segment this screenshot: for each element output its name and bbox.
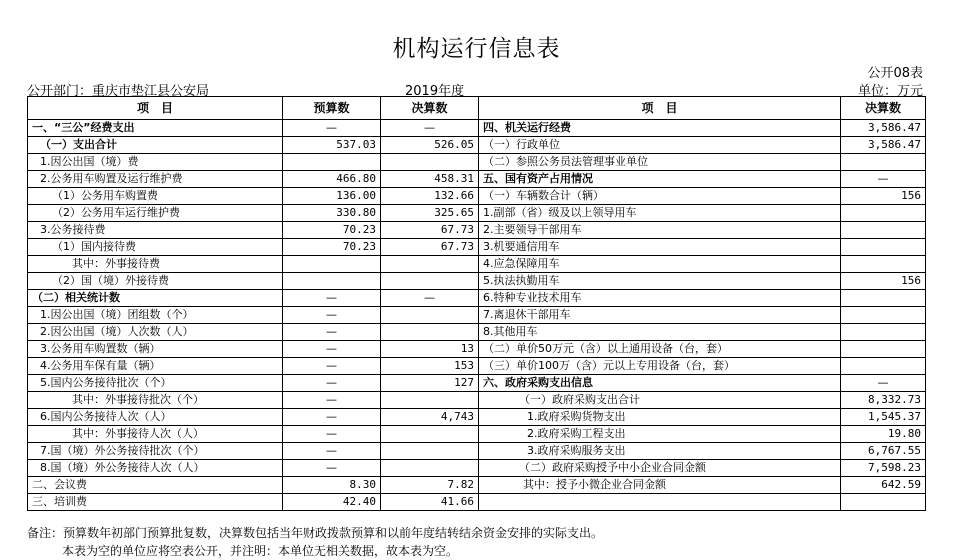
info-table-wrapper [27, 96, 925, 511]
table-row [28, 290, 926, 307]
table-row [28, 375, 926, 392]
table-row [28, 222, 926, 239]
left-item-label: 三、培训费 [28, 494, 283, 511]
final-value: 127 [381, 375, 479, 392]
right-final-value [841, 239, 926, 256]
right-item-label: （一）行政单位 [479, 137, 841, 154]
budget-value: — [283, 443, 381, 460]
right-final-value: — [841, 171, 926, 188]
budget-value: — [283, 375, 381, 392]
table-row [28, 120, 926, 137]
right-final-value: 156 [841, 273, 926, 290]
left-item-label: （1）国内接待费 [28, 239, 283, 256]
right-final-value [841, 222, 926, 239]
left-item-label: 6.国内公务接待人次（人） [28, 409, 283, 426]
final-value: 325.65 [381, 205, 479, 222]
right-item-label: 3.机要通信用车 [479, 239, 841, 256]
left-item-label: 3.公务用车购置数（辆） [28, 341, 283, 358]
table-code: 公开08表 [867, 66, 923, 81]
right-final-value: 6,767.55 [841, 443, 926, 460]
final-value: 41.66 [381, 494, 479, 511]
budget-value [283, 154, 381, 171]
final-value: 526.05 [381, 137, 479, 154]
right-final-value: 7,598.23 [841, 460, 926, 477]
right-final-value [841, 341, 926, 358]
right-final-value: — [841, 375, 926, 392]
left-item-label: 4.公务用车保有量（辆） [28, 358, 283, 375]
final-value [381, 443, 479, 460]
footnote-empty-table: 本表为空的单位应将空表公开，并注明：本单位无相关数据，故本表为空。 [62, 544, 459, 558]
table-row [28, 358, 926, 375]
right-final-value: 642.59 [841, 477, 926, 494]
right-final-value: 8,332.73 [841, 392, 926, 409]
left-item-label: （2）国（境）外接待费 [28, 273, 283, 290]
left-item-label: 1.因公出国（境）费 [28, 154, 283, 171]
final-value: 67.73 [381, 222, 479, 239]
right-item-label: 1.副部（省）级及以上领导用车 [479, 205, 841, 222]
final-value [381, 273, 479, 290]
right-item-label: （三）单价100万（含）元以上专用设备（台，套） [479, 358, 841, 375]
left-item-label: 其中：外事接待人次（人） [28, 426, 283, 443]
final-value: 13 [381, 341, 479, 358]
budget-value: 70.23 [283, 239, 381, 256]
right-item-label: 四、机关运行经费 [479, 120, 841, 137]
department-label: 公开部门：重庆市垫江县公安局 [27, 84, 210, 99]
right-item-label: （二）政府采购授予中小企业合同金额 [479, 460, 841, 477]
budget-value: 42.40 [283, 494, 381, 511]
right-item-label: 8.其他用车 [479, 324, 841, 341]
final-value [381, 324, 479, 341]
right-item-label: （一）车辆数合计（辆） [479, 188, 841, 205]
table-row [28, 171, 926, 188]
left-item-label: 8.国（境）外公务接待人次（人） [28, 460, 283, 477]
right-item-label: （二）参照公务员法管理事业单位 [479, 154, 841, 171]
right-item-label: 1.政府采购货物支出 [479, 409, 841, 426]
right-final-value: 3,586.47 [841, 137, 926, 154]
table-row [28, 409, 926, 426]
budget-value: — [283, 307, 381, 324]
budget-value: 8.30 [283, 477, 381, 494]
right-final-value [841, 154, 926, 171]
budget-value [283, 256, 381, 273]
budget-value: 70.23 [283, 222, 381, 239]
left-item-label: 3.公务接待费 [28, 222, 283, 239]
left-item-label: 其中：外事接待批次（个） [28, 392, 283, 409]
left-item-label: 5.国内公务接待批次（个） [28, 375, 283, 392]
budget-value: — [283, 358, 381, 375]
budget-value: 136.00 [283, 188, 381, 205]
header-final-right: 决算数 [841, 97, 926, 120]
right-item-label: 其中：授予小微企业合同金额 [479, 477, 841, 494]
right-item-label: （一）政府采购支出合计 [479, 392, 841, 409]
right-item-label: 六、政府采购支出信息 [479, 375, 841, 392]
header-item-right: 项 目 [479, 97, 841, 120]
budget-value: 330.80 [283, 205, 381, 222]
budget-value: — [283, 409, 381, 426]
table-row [28, 239, 926, 256]
right-final-value [841, 358, 926, 375]
table-row [28, 443, 926, 460]
left-item-label: 一、“三公”经费支出 [28, 120, 283, 137]
final-value [381, 460, 479, 477]
left-item-label: 2.公务用车购置及运行维护费 [28, 171, 283, 188]
table-row [28, 341, 926, 358]
budget-value: — [283, 341, 381, 358]
final-value: — [381, 120, 479, 137]
year-label: 2019年度 [405, 84, 465, 99]
budget-value: 466.80 [283, 171, 381, 188]
right-final-value: 3,586.47 [841, 120, 926, 137]
table-row [28, 256, 926, 273]
final-value: 67.73 [381, 239, 479, 256]
unit-label: 单位：万元 [857, 84, 923, 99]
right-final-value: 1,545.37 [841, 409, 926, 426]
right-item-label [479, 494, 841, 511]
right-item-label: 3.政府采购服务支出 [479, 443, 841, 460]
budget-value: — [283, 392, 381, 409]
table-row [28, 324, 926, 341]
footnote: 备注：预算数年初部门预算批复数，决算数包括当年财政拨款预算和以前年度结转结余资金安排的实际支出。 [27, 526, 604, 540]
table-row [28, 188, 926, 205]
final-value [381, 392, 479, 409]
left-item-label: 二、会议费 [28, 477, 283, 494]
budget-value: — [283, 426, 381, 443]
table-row [28, 154, 926, 171]
page-title: 机构运行信息表 [392, 36, 561, 62]
table-row [28, 392, 926, 409]
left-item-label: 1.因公出国（境）团组数（个） [28, 307, 283, 324]
left-item-label: 2.因公出国（境）人次数（人） [28, 324, 283, 341]
table-row [28, 205, 926, 222]
final-value: — [381, 290, 479, 307]
final-value [381, 426, 479, 443]
left-item-label: （二）相关统计数 [28, 290, 283, 307]
budget-value: — [283, 460, 381, 477]
table-row [28, 494, 926, 511]
final-value: 132.66 [381, 188, 479, 205]
right-item-label: 5.执法执勤用车 [479, 273, 841, 290]
right-item-label: 7.离退休干部用车 [479, 307, 841, 324]
left-item-label: （1）公务用车购置费 [28, 188, 283, 205]
right-final-value: 156 [841, 188, 926, 205]
right-item-label: （二）单价50万元（含）以上通用设备（台，套） [479, 341, 841, 358]
table-row [28, 426, 926, 443]
final-value [381, 256, 479, 273]
header-budget: 预算数 [283, 97, 381, 120]
final-value: 4,743 [381, 409, 479, 426]
right-item-label: 2.政府采购工程支出 [479, 426, 841, 443]
right-final-value [841, 290, 926, 307]
right-final-value [841, 307, 926, 324]
budget-value: — [283, 324, 381, 341]
left-item-label: 其中：外事接待费 [28, 256, 283, 273]
left-item-label: （2）公务用车运行维护费 [28, 205, 283, 222]
right-final-value: 19.80 [841, 426, 926, 443]
right-final-value [841, 256, 926, 273]
info-table [27, 96, 926, 511]
final-value [381, 307, 479, 324]
left-item-label: （一）支出合计 [28, 137, 283, 154]
header-final: 决算数 [381, 97, 479, 120]
table-row [28, 273, 926, 290]
right-final-value [841, 494, 926, 511]
right-item-label: 4.应急保障用车 [479, 256, 841, 273]
final-value [381, 154, 479, 171]
budget-value: — [283, 290, 381, 307]
right-final-value [841, 324, 926, 341]
table-row [28, 137, 926, 154]
budget-value: 537.03 [283, 137, 381, 154]
table-row [28, 460, 926, 477]
final-value: 458.31 [381, 171, 479, 188]
final-value: 7.82 [381, 477, 479, 494]
final-value: 153 [381, 358, 479, 375]
right-item-label: 五、国有资产占用情况 [479, 171, 841, 188]
table-header-row [28, 97, 926, 120]
table-row [28, 477, 926, 494]
left-item-label: 7.国（境）外公务接待批次（个） [28, 443, 283, 460]
table-row [28, 307, 926, 324]
budget-value [283, 273, 381, 290]
budget-value: — [283, 120, 381, 137]
right-item-label: 6.特种专业技术用车 [479, 290, 841, 307]
header-item: 项 目 [28, 97, 283, 120]
right-final-value [841, 205, 926, 222]
right-item-label: 2.主要领导干部用车 [479, 222, 841, 239]
